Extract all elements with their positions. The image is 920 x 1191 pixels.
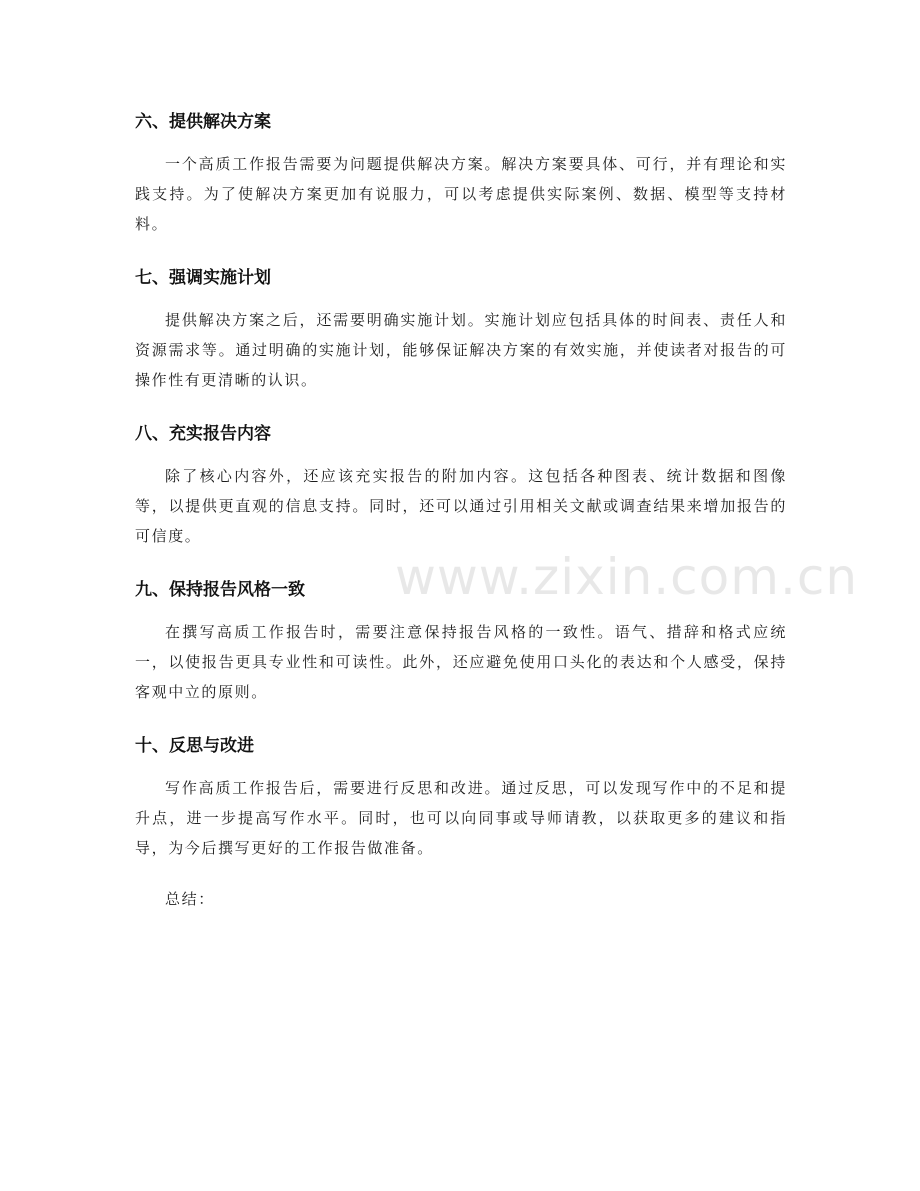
- section-report-content: [135, 416, 787, 551]
- section-paragraph: 一个高质工作报告需要为问题提供解决方案。解决方案要具体、可行，并有理论和实践支持。为了使解决方案更加有说服力，可以考虑提供实际案例、数据、模型等支持材料。: [135, 155, 787, 233]
- document-content: [135, 104, 787, 914]
- section-heading: 十、反思与改进: [135, 736, 254, 756]
- summary-label: 总结：: [165, 890, 215, 908]
- section-heading: 六、提供解决方案: [135, 112, 271, 132]
- section-paragraph: 除了核心内容外，还应该充实报告的附加内容。这包括各种图表、统计数据和图像等，以提供更直观的信息支持。同时，还可以通过引用相关文献或调查结果来增加报告的可信度。: [135, 467, 787, 545]
- section-paragraph: 提供解决方案之后，还需要明确实施计划。实施计划应包括具体的时间表、责任人和资源需求等。通过明确的实施计划，能够保证解决方案的有效实施，并使读者对报告的可操作性有更清晰的认识。: [135, 311, 787, 389]
- section-paragraph: 在撰写高质工作报告时，需要注意保持报告风格的一致性。语气、措辞和格式应统一，以使报告更具专业性和可读性。此外，还应避免使用口头化的表达和个人感受，保持客观中立的原则。: [135, 623, 787, 701]
- section-heading: 七、强调实施计划: [135, 268, 271, 288]
- section-implementation-plan: [135, 260, 787, 395]
- section-solutions: [135, 104, 787, 239]
- watermark: www.zixin.com.cn: [395, 548, 859, 606]
- section-consistent-style: [135, 572, 787, 707]
- section-heading: 八、充实报告内容: [135, 424, 271, 444]
- section-reflection: [135, 728, 787, 863]
- section-paragraph: 写作高质工作报告后，需要进行反思和改进。通过反思，可以发现写作中的不足和提升点，进一步提高写作水平。同时，也可以向同事或导师请教，以获取更多的建议和指导，为今后撰写更好的工作报告做准备。: [135, 779, 787, 857]
- section-heading: 九、保持报告风格一致: [135, 580, 305, 600]
